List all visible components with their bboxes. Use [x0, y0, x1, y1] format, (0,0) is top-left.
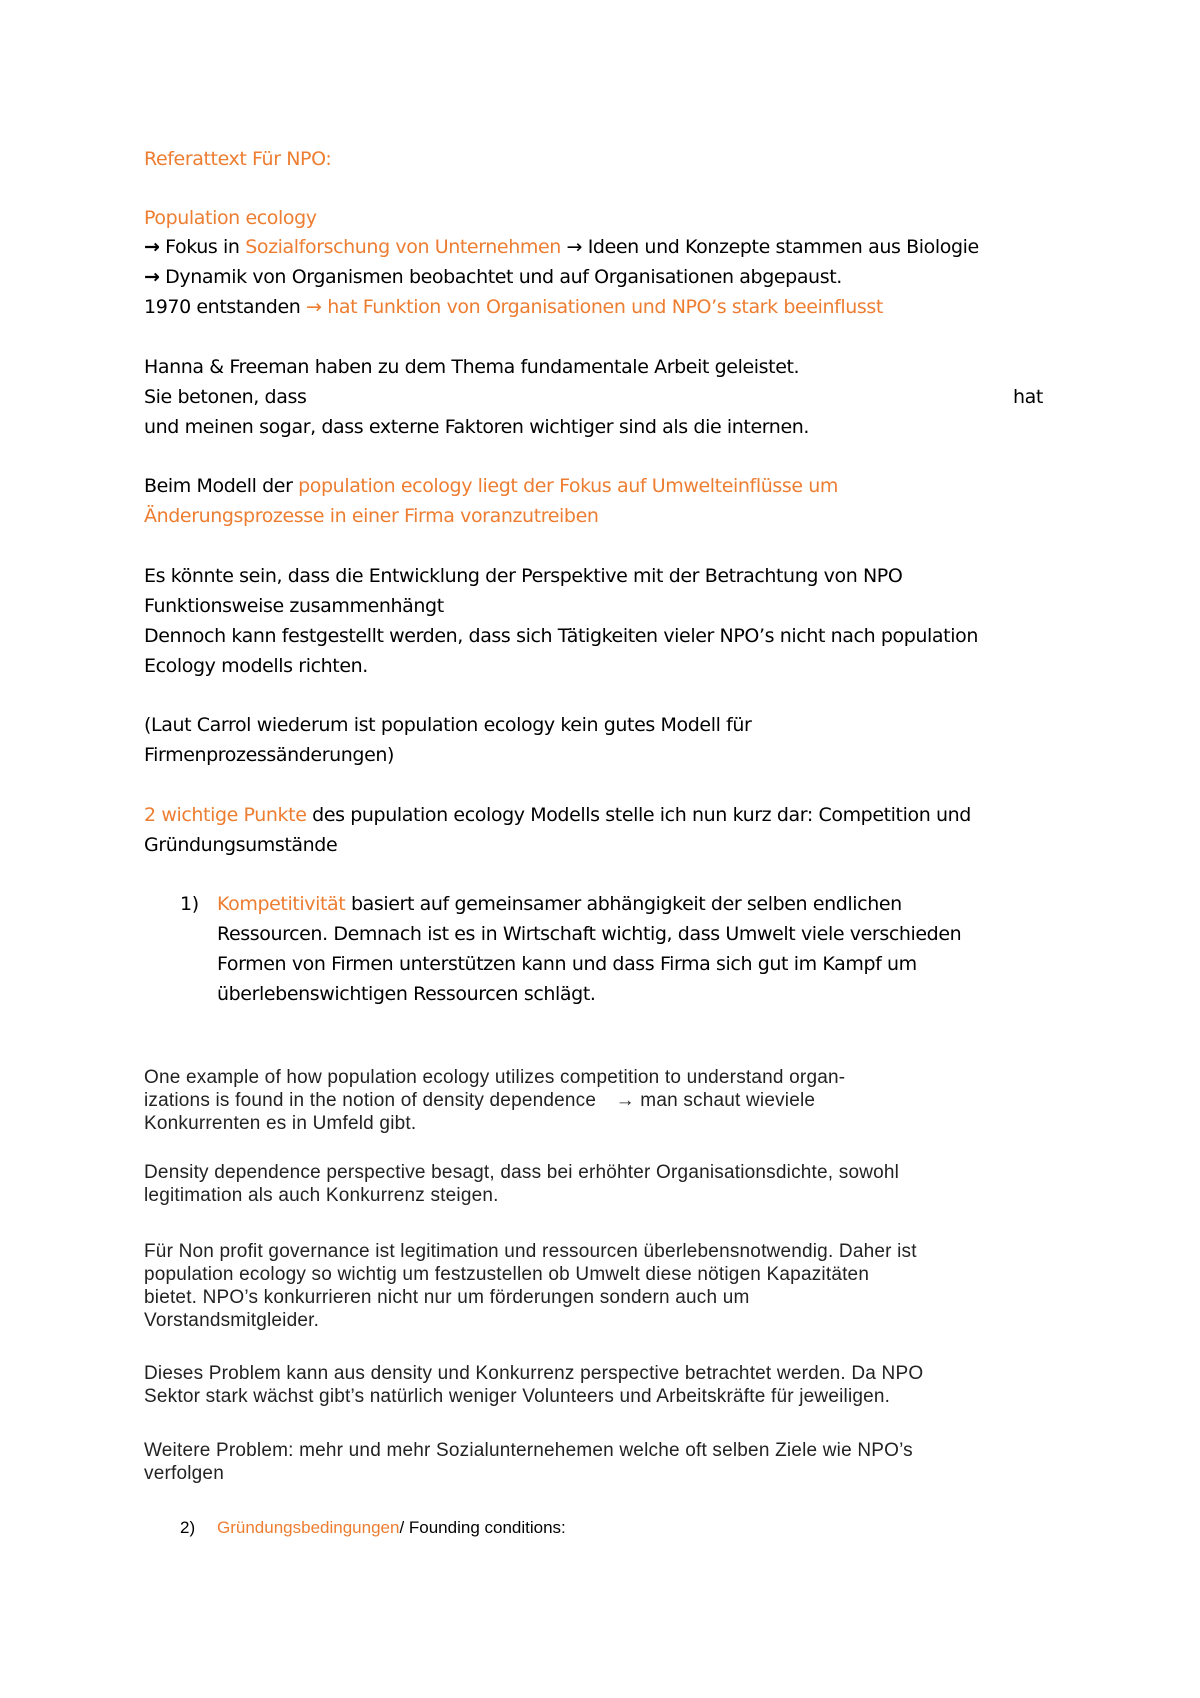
- text-line: Ressourcen. Demnach ist es in Wirtschaft wichtig, dass Umwelt viele verschieden: [217, 923, 962, 945]
- text-line: Gründungsbedingungen/ Founding conditions:: [217, 1518, 566, 1537]
- text-line: Kompetitivität basiert auf gemeinsamer abhängigkeit der selben endlichen: [217, 893, 902, 915]
- text-line: überlebenswichtigen Ressourcen schlägt.: [217, 983, 596, 1005]
- arrow-right-icon: →: [144, 236, 160, 258]
- text-line: Es könnte sein, dass die Entwicklung der Perspektive mit der Betrachtung von NPO: [144, 565, 903, 587]
- text-line: Sie betonen, dass: [144, 386, 307, 408]
- text-line: bietet. NPO’s konkurrieren nicht nur um förderungen sondern auch um: [144, 1287, 750, 1308]
- text-line: Änderungsprozesse in einer Firma voranzutreiben: [144, 505, 599, 527]
- text-line: → Dynamik von Organismen beobachtet und auf Organisationen abgepaust.: [144, 266, 842, 288]
- text-line: Dennoch kann festgestellt werden, dass sich Tätigkeiten vieler NPO’s nicht nach population: [144, 625, 978, 647]
- text-line: Dieses Problem kann aus density und Konkurrenz perspective betrachtet werden. Da NPO: [144, 1363, 924, 1384]
- document-title: Referattext Für NPO:: [144, 148, 332, 170]
- text-line: Funktionsweise zusammenhängt: [144, 595, 444, 617]
- list-number: 1): [180, 893, 199, 915]
- text-fragment: hat: [1013, 386, 1043, 408]
- text-line: One example of how population ecology utilizes competition to understand organ-: [144, 1067, 846, 1088]
- text-line: Sektor stark wächst gibt’s natürlich weniger Volunteers und Arbeitskräfte für jeweiligen.: [144, 1386, 891, 1407]
- text-line: Formen von Firmen unterstützen kann und dass Firma sich gut im Kampf um: [217, 953, 917, 975]
- text-line: Hanna & Freeman haben zu dem Thema fundamentale Arbeit geleistet.: [144, 356, 800, 378]
- text-line: izations is found in the notion of density dependence → man schaut wieviele: [144, 1090, 816, 1111]
- text-line: Für Non profit governance ist legitimation und ressourcen überlebensnotwendig. Daher ist: [144, 1241, 917, 1262]
- text-line: Weitere Problem: mehr und mehr Sozialunternehemen welche oft selben Ziele wie NPO’s: [144, 1440, 913, 1461]
- text-line: Ecology modells richten.: [144, 655, 368, 677]
- arrow-right-icon: →: [144, 266, 160, 288]
- text-line: population ecology so wichtig um festzustellen ob Umwelt diese nötigen Kapazitäten: [144, 1264, 870, 1285]
- text-line: Firmenprozessänderungen): [144, 744, 395, 766]
- text-line: und meinen sogar, dass externe Faktoren wichtiger sind als die internen.: [144, 416, 810, 438]
- text-line: Vorstandsmitgleider.: [144, 1310, 320, 1331]
- text-line: legitimation als auch Konkurrenz steigen.: [144, 1185, 499, 1206]
- text-line: → Fokus in Sozialforschung von Unternehmen → Ideen und Konzepte stammen aus Biologie: [144, 236, 979, 258]
- text-line: verfolgen: [144, 1463, 224, 1484]
- text-line: (Laut Carrol wiederum ist population ecology kein gutes Modell für: [144, 714, 752, 736]
- list-number: 2): [180, 1518, 196, 1537]
- text-line: Konkurrenten es in Umfeld gibt.: [144, 1113, 417, 1134]
- text-line: 1970 entstanden → hat Funktion von Organisationen und NPO’s stark beeinflusst: [144, 296, 883, 318]
- text-line: 2 wichtige Punkte des pupulation ecology Modells stelle ich nun kurz dar: Competition und: [144, 804, 971, 826]
- section-heading-population-ecology: Population ecology: [144, 207, 317, 229]
- text-line: Density dependence perspective besagt, dass bei erhöhter Organisationsdichte, sowohl: [144, 1162, 900, 1183]
- text-line: Gründungsumstände: [144, 834, 338, 856]
- text-line: Beim Modell der population ecology liegt der Fokus auf Umwelteinflüsse um: [144, 475, 839, 497]
